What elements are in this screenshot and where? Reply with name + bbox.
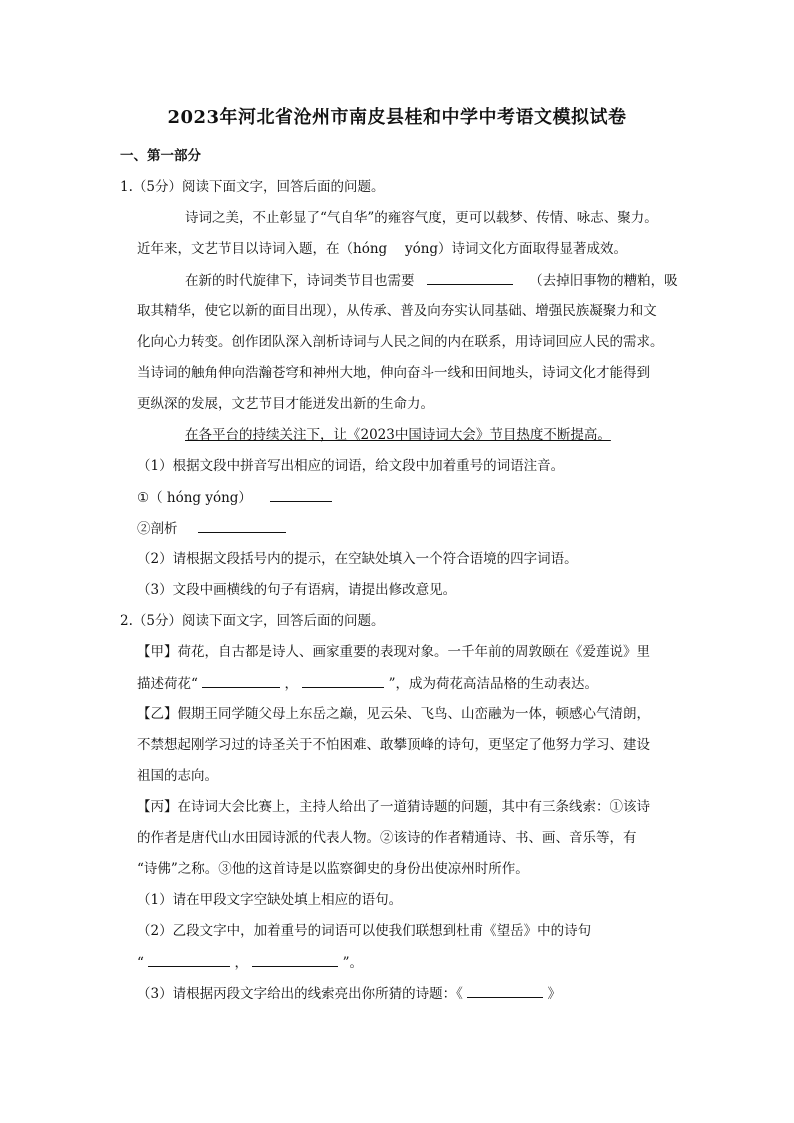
q1-sub3: （3）文段中画横线的句子有语病，请提出修改意见。 xyxy=(137,582,457,598)
q2-jia-blank2[interactable] xyxy=(302,673,384,688)
q2-sub3-text: （3）请根据丙段文字给出的线索亮出你所猜的诗题：《 xyxy=(137,986,463,1002)
q2-heading: 2.（5分）阅读下面文字，回答后面的问题。 xyxy=(120,613,385,629)
q2-sub3-blank[interactable] xyxy=(467,983,543,998)
q2-yi-line2: 不禁想起刚学习过的诗圣关于不怕困难、敢攀顶峰的诗句，更坚定了他努力学习、建设 xyxy=(137,737,650,753)
section-heading: 一、第一部分 xyxy=(120,148,201,164)
q2-bing-line3: “诗佛”之称。③他的这首诗是以监察御史的身份出使凉州时所作。 xyxy=(137,861,529,877)
q2-jia-blank1[interactable] xyxy=(202,673,280,688)
q2-jia-line2 xyxy=(137,673,598,694)
q1-sub1-item1-blank[interactable] xyxy=(270,487,332,502)
q2-sub2-open-quote: “ xyxy=(137,955,144,971)
q2-jia-text-b: ， xyxy=(284,676,298,692)
q2-bing-line2: 的作者是唐代山水田园诗派的代表人物。②该诗的作者精通诗、书、画、音乐等，有 xyxy=(137,830,637,846)
q2-yi-line1: 【乙】假期王同学随父母上东岳之巅，见云朵、飞鸟、山峦融为一体，顿感心气清朗， xyxy=(137,706,650,722)
q1-underlined-sentence: 在各平台的持续关注下，让《2023中国诗词大会》节目热度不断提高。 xyxy=(185,427,611,443)
q1-paragraph2-line4: 当诗词的触角伸向浩瀚苍穹和神州大地，伸向奋斗一线和田间地头，诗词文化才能得到 xyxy=(137,365,650,381)
q1-paragraph2-text-b: （去掉旧事物的糟粕，吸 xyxy=(529,273,678,289)
q1-blank-idiom[interactable] xyxy=(427,270,513,285)
q1-sub1: （1）根据文段中拼音写出相应的词语，给文段中加着重号的词语注音。 xyxy=(137,458,565,474)
q1-paragraph2-line3: 化向心力转变。创作团队深入剖析诗词与人民之间的内在联系，用诗词回应人民的需求。 xyxy=(137,334,664,350)
q1-paragraph1-line1: 诗词之美，不止彰显了“气自华”的雍容气度，更可以载梦、传情、咏志、聚力。 xyxy=(185,210,658,226)
q1-sub1-item2-label: ②剖析 xyxy=(137,521,178,537)
q2-sub2-line2 xyxy=(137,952,363,973)
q2-sub2-comma: ， xyxy=(234,955,248,971)
q1-paragraph2-line5: 更纵深的发展，文艺节目才能迸发出新的生命力。 xyxy=(137,396,434,412)
q1-heading: 1.（5分）阅读下面文字，回答后面的问题。 xyxy=(120,179,385,195)
q2-jia-text-c: ”，成为荷花高洁品格的生动表达。 xyxy=(388,676,598,692)
q2-sub3-close: 》 xyxy=(547,986,561,1002)
q1-paragraph1-line2: 近年来，文艺节目以诗词入题，在（hóng yóng）诗词文化方面取得显著成效。 xyxy=(137,241,628,257)
q2-sub2-close-quote: ”。 xyxy=(342,955,363,971)
q1-sub1-item2 xyxy=(137,518,286,539)
q1-sub2: （2）请根据文段括号内的提示，在空缺处填入一个符合语境的四字词语。 xyxy=(137,551,578,567)
q2-sub3 xyxy=(137,983,561,1004)
q2-jia-text-a: 描述荷花“ xyxy=(137,676,198,692)
q2-jia-line1: 【甲】荷花，自古都是诗人、画家重要的表现对象。一千年前的周敦颐在《爱莲说》里 xyxy=(137,644,650,660)
q1-paragraph2-line1 xyxy=(185,270,678,291)
q1-sub1-item1-label: ①（ hóng yóng） xyxy=(137,490,252,506)
q2-yi-line3: 祖国的志向。 xyxy=(137,768,218,784)
q1-paragraph2-line2: 取其精华，使它以新的面目出现），从传承、普及向夯实认同基础、增强民族凝聚力和文 xyxy=(137,303,657,319)
q1-sub1-item2-blank[interactable] xyxy=(198,518,286,533)
q1-paragraph2-text-a: 在新的时代旋律下，诗词类节目也需要 xyxy=(185,273,415,289)
q2-bing-line1: 【丙】在诗词大会比赛上，主持人给出了一道猜诗题的问题，其中有三条线索：①该诗 xyxy=(137,799,650,815)
q2-sub2-blank2[interactable] xyxy=(252,952,338,967)
q2-sub1: （1）请在甲段文字空缺处填上相应的语句。 xyxy=(137,892,403,908)
page-title: 2023年河北省沧州市南皮县桂和中学中考语文模拟试卷 xyxy=(167,107,627,128)
q2-sub2-line1: （2）乙段文字中，加着重号的词语可以使我们联想到杜甫《望岳》中的诗句 xyxy=(137,923,592,939)
q1-sub1-item1 xyxy=(137,487,332,508)
q2-sub2-blank1[interactable] xyxy=(148,952,230,967)
